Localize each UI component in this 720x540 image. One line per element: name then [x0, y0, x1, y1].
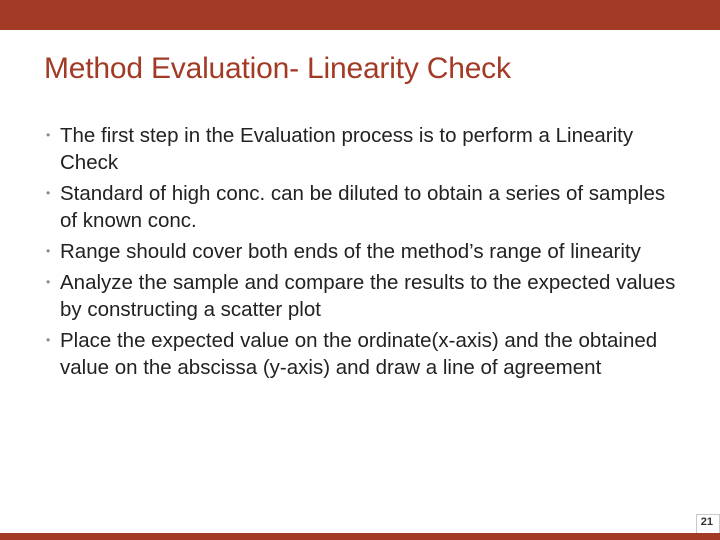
bullet-text: Analyze the sample and compare the results to the expected values by constructing a scatter plot: [60, 271, 676, 321]
slide-title: Method Evaluation- Linearity Check: [44, 52, 511, 85]
bullet-text: The first step in the Evaluation process is to perform a Linearity Check: [60, 124, 634, 174]
bullet-text: Standard of high conc. can be diluted to obtain a series of samples of known conc.: [60, 182, 666, 232]
bullet-marker-icon: •: [46, 128, 51, 142]
page-number: 21: [700, 516, 713, 528]
bullet-marker-icon: •: [46, 275, 51, 289]
bullet-item: [46, 180, 686, 234]
bullet-item: [46, 269, 686, 323]
top-accent-bar: [0, 0, 720, 30]
bullet-text: Place the expected value on the ordinate(x-axis) and the obtained value on the abscissa (y-axis) and draw a line of agreement: [60, 329, 658, 379]
bullet-item: [46, 327, 686, 381]
bullet-marker-icon: •: [46, 333, 51, 347]
bullet-marker-icon: •: [46, 186, 51, 200]
bullet-list: [46, 122, 686, 385]
bottom-accent-bar: [0, 533, 720, 540]
bullet-item: [46, 122, 686, 176]
bullet-marker-icon: •: [46, 244, 51, 258]
bullet-text: Range should cover both ends of the method’s range of linearity: [60, 240, 641, 263]
bullet-item: [46, 238, 686, 265]
